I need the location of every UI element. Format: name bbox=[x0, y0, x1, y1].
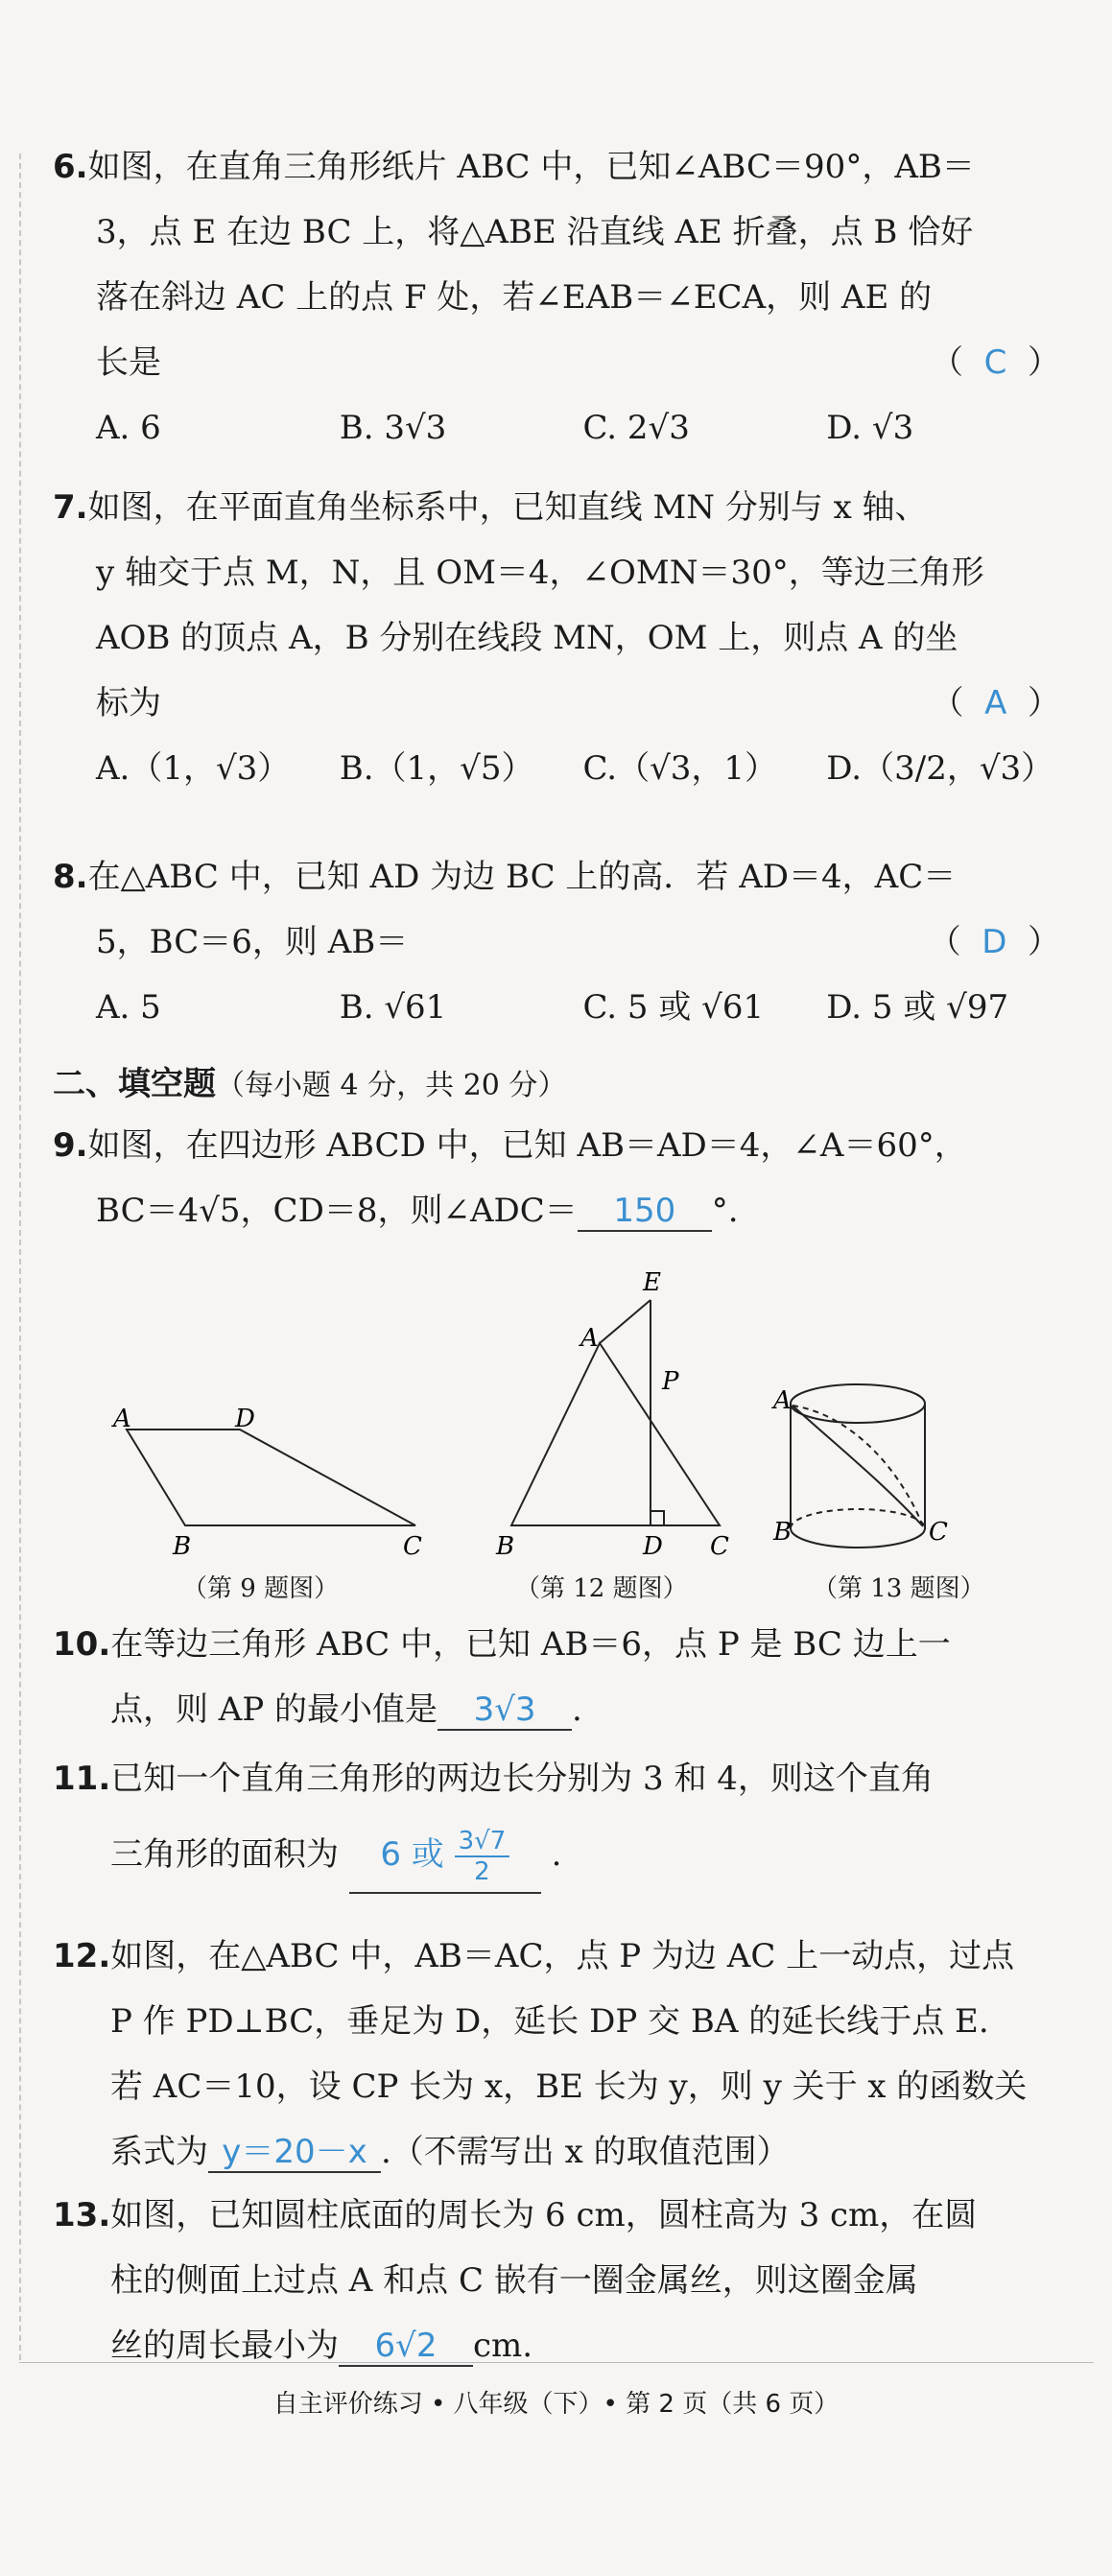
fig9-label-d: D bbox=[235, 1405, 255, 1433]
q13-line1: 13.如图，已知圆柱底面的周长为 6 cm，圆柱高为 3 cm，在圆 bbox=[53, 2196, 978, 2234]
fig13-top-ellipse bbox=[791, 1384, 925, 1423]
q12-answer: y＝20－x bbox=[222, 2133, 367, 2171]
fig9-quadrilateral bbox=[127, 1430, 415, 1525]
q8-option-a: A. 5 bbox=[96, 988, 161, 1027]
q11-answer-numerator: 3√7 bbox=[455, 1827, 510, 1857]
fig13-label-c: C bbox=[929, 1518, 948, 1547]
q7-answer-paren: （ A ） bbox=[931, 684, 1060, 722]
q12-line2: P 作 PD⊥BC，垂足为 D，延长 DP 交 BA 的延长线于点 E. bbox=[110, 2002, 989, 2041]
fig13-label-b: B bbox=[773, 1518, 793, 1547]
q7-line3: AOB 的顶点 A，B 分别在线段 MN，OM 上，则点 A 的坐 bbox=[96, 619, 958, 657]
question-9 bbox=[53, 1113, 1070, 1243]
section-2-title: 二、填空题 bbox=[53, 1065, 216, 1103]
q8-option-d: D. 5 或 √97 bbox=[826, 988, 1009, 1027]
fig12-right-angle-mark bbox=[651, 1511, 664, 1525]
q10-line1: 10.在等边三角形 ABC 中，已知 AB＝6，点 P 是 BC 边上一 bbox=[53, 1625, 951, 1664]
fig9-label-c: C bbox=[403, 1532, 422, 1561]
q7-answer: A bbox=[984, 684, 1007, 722]
q7-option-a: A.（1，√3） bbox=[96, 749, 291, 788]
q6-line4: 长是 （ C ） bbox=[53, 330, 1070, 395]
fig12-label-d: D bbox=[643, 1532, 663, 1561]
fig13-caption: （第 13 题图） bbox=[813, 1574, 985, 1603]
figures-row bbox=[96, 1262, 1055, 1607]
q13-answer-blank bbox=[339, 2327, 473, 2367]
q11-answer-denominator: 2 bbox=[474, 1857, 490, 1886]
q8-options bbox=[53, 975, 1070, 1040]
fig13-bottom-front-arc bbox=[791, 1528, 925, 1548]
q9-line1: 9.如图，在四边形 ABCD 中，已知 AB＝AD＝4，∠A＝60°， bbox=[53, 1126, 967, 1165]
q11-answer-fraction bbox=[455, 1827, 510, 1886]
q10-answer: 3√3 bbox=[473, 1690, 536, 1729]
fig12-line-ae bbox=[600, 1300, 651, 1343]
q7-option-d: D.（3/2，√3） bbox=[826, 749, 1054, 788]
section-2-note: （每小题 4 分，共 20 分） bbox=[216, 1069, 567, 1102]
q8-option-c: C. 5 或 √61 bbox=[582, 988, 765, 1027]
q10-line2: 点，则 AP 的最小值是 3√3 . bbox=[110, 1690, 582, 1729]
q8-answer-paren: （ D ） bbox=[928, 923, 1060, 961]
fig12-label-p: P bbox=[662, 1367, 679, 1396]
q6-line1: 6.如图，在直角三角形纸片 ABC 中，已知∠ABC＝90°，AB＝ bbox=[53, 148, 975, 186]
q12-line3: 若 AC＝10，设 CP 长为 x，BE 长为 y，则 y 关于 x 的函数关 bbox=[110, 2068, 1028, 2106]
q6-options bbox=[53, 395, 1070, 461]
q11-line2: 三角形的面积为 6 或 $\frac{3√7}{2}$ . bbox=[53, 1811, 1070, 1898]
q9-line2: BC＝4√5，CD＝8，则∠ADC＝ 150 °. bbox=[96, 1192, 739, 1230]
fig12-label-b: B bbox=[496, 1532, 515, 1561]
question-10 bbox=[53, 1612, 1070, 1742]
q11-answer-a: 6 或 bbox=[380, 1835, 444, 1874]
figure-9 bbox=[127, 1430, 415, 1525]
question-11 bbox=[53, 1746, 1070, 1898]
fig13-bottom-back-arc bbox=[791, 1509, 925, 1528]
q6-option-a: A. 6 bbox=[96, 409, 161, 447]
q13-line2: 柱的侧面上过点 A 和点 C 嵌有一圈金属丝，则这圈金属 bbox=[110, 2261, 918, 2300]
fig12-label-c: C bbox=[710, 1532, 729, 1561]
q12-line4: 系式为 y＝20－x .（不需写出 x 的取值范围） bbox=[110, 2133, 790, 2171]
question-6 bbox=[53, 134, 1070, 461]
q7-line2: y 轴交于点 M，N，且 OM＝4，∠OMN＝30°，等边三角形 bbox=[96, 554, 984, 592]
q6-answer: C bbox=[983, 343, 1007, 382]
fig9-label-a: A bbox=[113, 1405, 131, 1433]
footer-divider bbox=[19, 2362, 1094, 2363]
fig12-caption: （第 12 题图） bbox=[515, 1574, 688, 1603]
q7-option-b: B.（1，√5） bbox=[339, 749, 534, 788]
q11-answer-blank bbox=[349, 1827, 541, 1894]
figure-12 bbox=[511, 1300, 720, 1525]
q7-option-c: C.（√3，1） bbox=[582, 749, 778, 788]
q9-answer: 150 bbox=[613, 1192, 676, 1230]
q8-option-b: B. √61 bbox=[339, 988, 447, 1027]
fig12-label-e: E bbox=[643, 1268, 661, 1297]
q6-option-d: D. √3 bbox=[826, 409, 914, 447]
question-13 bbox=[53, 2183, 1070, 2378]
margin-dashed-line bbox=[19, 154, 21, 2360]
question-7 bbox=[53, 475, 1070, 801]
q8-line1: 8.在△ABC 中，已知 AD 为边 BC 上的高．若 AD＝4，AC＝ bbox=[53, 858, 957, 896]
q6-option-c: C. 2√3 bbox=[582, 409, 690, 447]
page-footer: 自主评价练习 • 八年级（下）• 第 2 页（共 6 页） bbox=[272, 2390, 840, 2419]
figure-13 bbox=[791, 1384, 925, 1548]
q13-answer: 6√2 bbox=[374, 2327, 438, 2365]
q7-options bbox=[53, 736, 1070, 801]
fig13-label-a: A bbox=[773, 1386, 792, 1415]
q11-line1: 11.已知一个直角三角形的两边长分别为 3 和 4，则这个直角 bbox=[53, 1760, 934, 1798]
q13-line3: 丝的周长最小为 6√2 cm. bbox=[110, 2327, 533, 2365]
fig9-caption: （第 9 题图） bbox=[182, 1574, 340, 1603]
q6-line3: 落在斜边 AC 上的点 F 处，若∠EAB＝∠ECA，则 AE 的 bbox=[96, 278, 933, 317]
fig12-label-a: A bbox=[580, 1324, 599, 1353]
q6-option-b: B. 3√3 bbox=[339, 409, 447, 447]
q8-answer: D bbox=[982, 923, 1007, 961]
q12-line1: 12.如图，在△ABC 中，AB＝AC，点 P 为边 AC 上一动点，过点 bbox=[53, 1937, 1015, 1975]
q8-line2: 5，BC＝6，则 AB＝ （ D ） bbox=[53, 910, 1070, 975]
fig9-label-b: B bbox=[173, 1532, 192, 1561]
q7-line1: 7.如图，在平面直角坐标系中，已知直线 MN 分别与 x 轴、 bbox=[53, 488, 928, 527]
section-2-header bbox=[53, 1055, 566, 1115]
q6-answer-paren: （ C ） bbox=[931, 343, 1060, 382]
fig12-triangle bbox=[511, 1343, 720, 1525]
q7-line4: 标为 （ A ） bbox=[53, 671, 1070, 736]
question-12 bbox=[53, 1924, 1070, 2185]
question-8 bbox=[53, 844, 1070, 1040]
q12-answer-blank bbox=[208, 2133, 381, 2173]
q10-answer-blank bbox=[438, 1690, 572, 1731]
q9-answer-blank bbox=[578, 1192, 712, 1232]
q6-line2: 3，点 E 在边 BC 上，将△ABE 沿直线 AE 折叠，点 B 恰好 bbox=[96, 213, 974, 251]
